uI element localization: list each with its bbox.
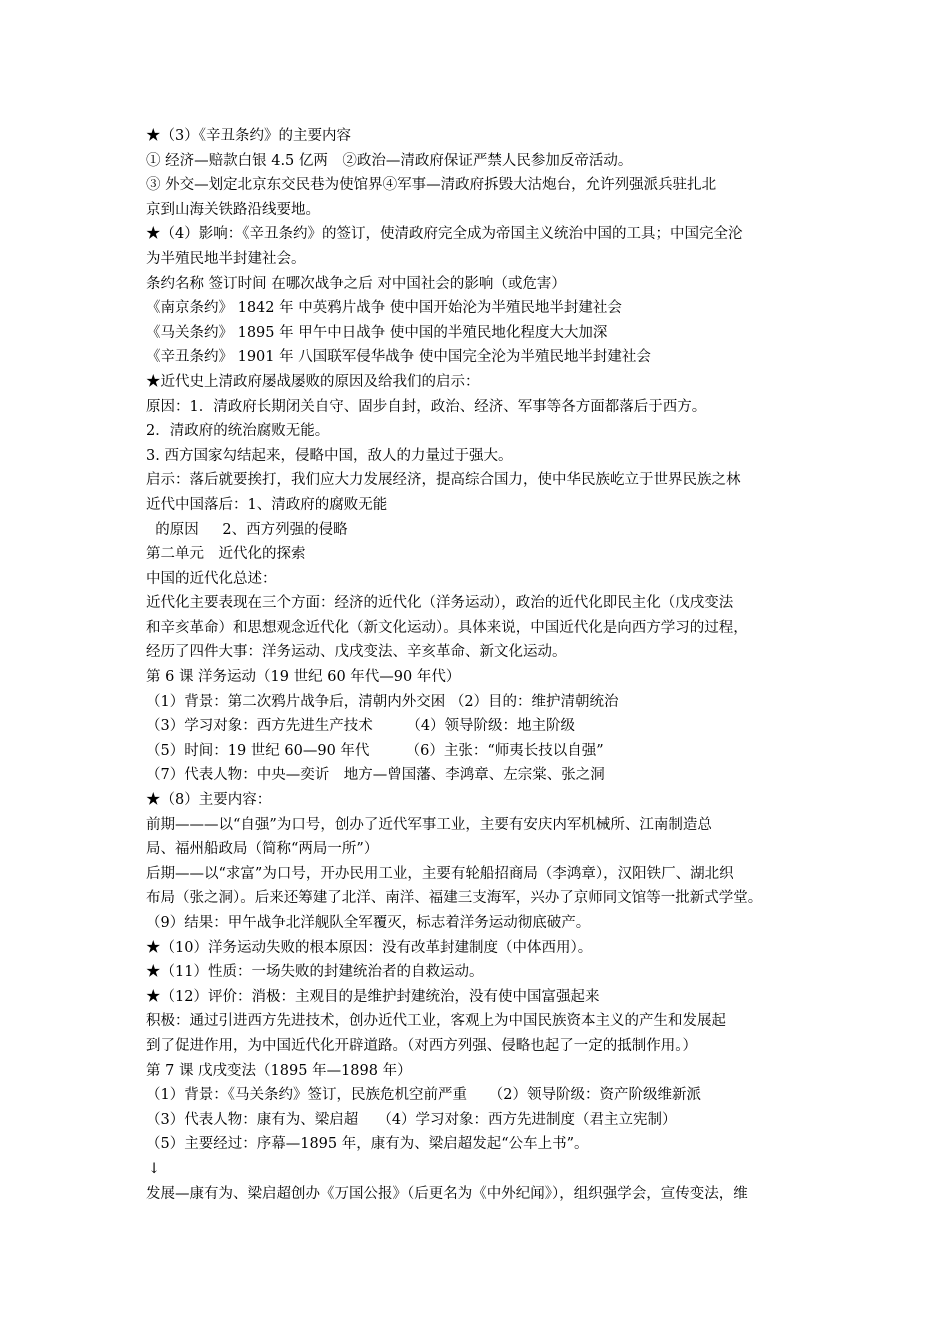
text-line: ① 经济—赔款白银 4.5 亿两 ②政治—清政府保证严禁人民参加反帝活动。 (146, 152, 633, 169)
text-line: 近代化主要表现在三个方面：经济的近代化（洋务运动），政治的近代化即民主化（戊戌变法 (146, 595, 734, 612)
text-line: 原因：1．清政府长期闭关自守、固步自封，政治、经济、军事等各方面都落后于西方。 (146, 398, 707, 415)
text-line: 京到山海关铁路沿线要地。 (146, 201, 320, 218)
unit-title: 第二单元 近代化的探索 (146, 546, 306, 563)
text-line: （3）学习对象：西方先进生产技术 （4）领导阶级：地主阶级 (146, 718, 576, 735)
text-line: （9）结果：甲午战争北洋舰队全军覆灭，标志着洋务运动彻底破产。 (146, 915, 591, 931)
text-line: 启示：落后就要挨打，我们应大力发展经济，提高综合国力，使中华民族屹立于世界民族之林 (146, 472, 741, 489)
treaty-row-maguan: 《马关条约》 1895 年 甲午中日战争 使中国的半殖民地化程度大大加深 (146, 324, 608, 341)
text-line: （5）主要经过：序幕—1895 年，康有为、梁启超发起“公车上书”。 (146, 1136, 589, 1153)
lesson-6-title: 第 6 课 洋务运动（19 世纪 60 年代—90 年代） (146, 669, 461, 686)
treaty-row-nanjing: 《南京条约》 1842 年 中英鸦片战争 使中国开始沦为半殖民地半封建社会 (146, 300, 622, 317)
text-line: （7）代表人物：中央—奕䜣 地方—曾国藩、李鸿章、左宗棠、张之洞 (146, 767, 605, 784)
treaty-row-xinchou: 《辛丑条约》 1901 年 八国联军侵华战争 使中国完全沦为半殖民地半封建社会 (146, 349, 651, 366)
text-line: 后期——以“求富”为口号，开办民用工业，主要有轮船招商局（李鸿章），汉阳铁厂、湖北织 (146, 865, 734, 882)
text-line: （3）代表人物：康有为、梁启超 （4）学习对象：西方先进制度（君主立宪制） (146, 1111, 677, 1128)
text-line: ★（8）主要内容： (146, 792, 272, 809)
text-line: 局、福州船政局（简称“两局一所”） (146, 841, 379, 858)
text-line: 中国的近代化总述： (146, 570, 277, 587)
text-line: 近代中国落后：1、清政府的腐败无能 (146, 496, 388, 513)
heading-xinchou-content: ★（3）《辛丑条约》的主要内容 (146, 128, 351, 144)
text-line: （1）背景：《马关条约》签订，民族危机空前严重 （2）领导阶级：资产阶级维新派 (146, 1087, 701, 1104)
text-line: 前期———以“自强”为口号，创办了近代军事工业，主要有安庆内军机械所、江南制造总 (146, 816, 712, 833)
heading-defeat-reasons: ★近代史上清政府屡战屡败的原因及给我们的启示： (146, 373, 480, 390)
text-line: 2．清政府的统治腐败无能。 (146, 423, 330, 440)
text-line: 经历了四件大事：洋务运动、戊戌变法、辛亥革命、新文化运动。 (146, 644, 567, 661)
lesson-7-title: 第 7 课 戊戌变法（1895 年—1898 年） (146, 1062, 412, 1079)
document-page (146, 124, 814, 1206)
text-line: （5）时间：19 世纪 60—90 年代 （6）主张：“师夷长技以自强” (146, 742, 604, 759)
text-line: ★（4）影响：《辛丑条约》的签订，使清政府完全成为帝国主义统治中国的工具；中国完全沦 (146, 226, 743, 243)
text-line: 为半殖民地半封建社会。 (146, 250, 306, 267)
text-line: 到了促进作用，为中国近代化开辟道路。（对西方列强、侵略也起了一定的抵制作用。） (146, 1037, 697, 1054)
down-arrow-icon: ↓ (148, 1160, 161, 1177)
text-line: 3. 西方国家勾结起来，侵略中国，敌人的力量过于强大。 (146, 447, 513, 464)
text-line: ③ 外交—划定北京东交民巷为使馆界④军事—清政府拆毁大沽炮台，允许列强派兵驻扎北 (146, 177, 717, 194)
text-line: ★（10）洋务运动失败的根本原因：没有改革封建制度（中体西用）。 (146, 939, 593, 956)
text-line: 发展—康有为、梁启超创办《万国公报》（后更名为《中外纪闻》），组织强学会，宣传变法，维 (146, 1185, 748, 1202)
treaty-table-header: 条约名称 签订时间 在哪次战争之后 对中国社会的影响（或危害） (146, 275, 566, 292)
text-line: 的原因 2、西方列强的侵略 (146, 521, 348, 538)
text-line: 布局（张之洞）。后来还筹建了北洋、南洋、福建三支海军，兴办了京师同文馆等一批新式学堂。 (146, 890, 763, 907)
text-line: ★（11）性质：一场失败的封建统治者的自救运动。 (146, 964, 484, 981)
text-line: 积极：通过引进西方先进技术，创办近代工业，客观上为中国民族资本主义的产生和发展起 (146, 1013, 726, 1030)
text-line: （1）背景：第二次鸦片战争后，清朝内外交困 （2）目的：维护清朝统治 (146, 693, 619, 710)
text-line: 和辛亥革命）和思想观念近代化（新文化运动）。具体来说，中国近代化是向西方学习的过程， (146, 619, 748, 636)
text-line: ★（12）评价：消极：主观目的是维护封建统治，没有使中国富强起来 (146, 988, 600, 1005)
